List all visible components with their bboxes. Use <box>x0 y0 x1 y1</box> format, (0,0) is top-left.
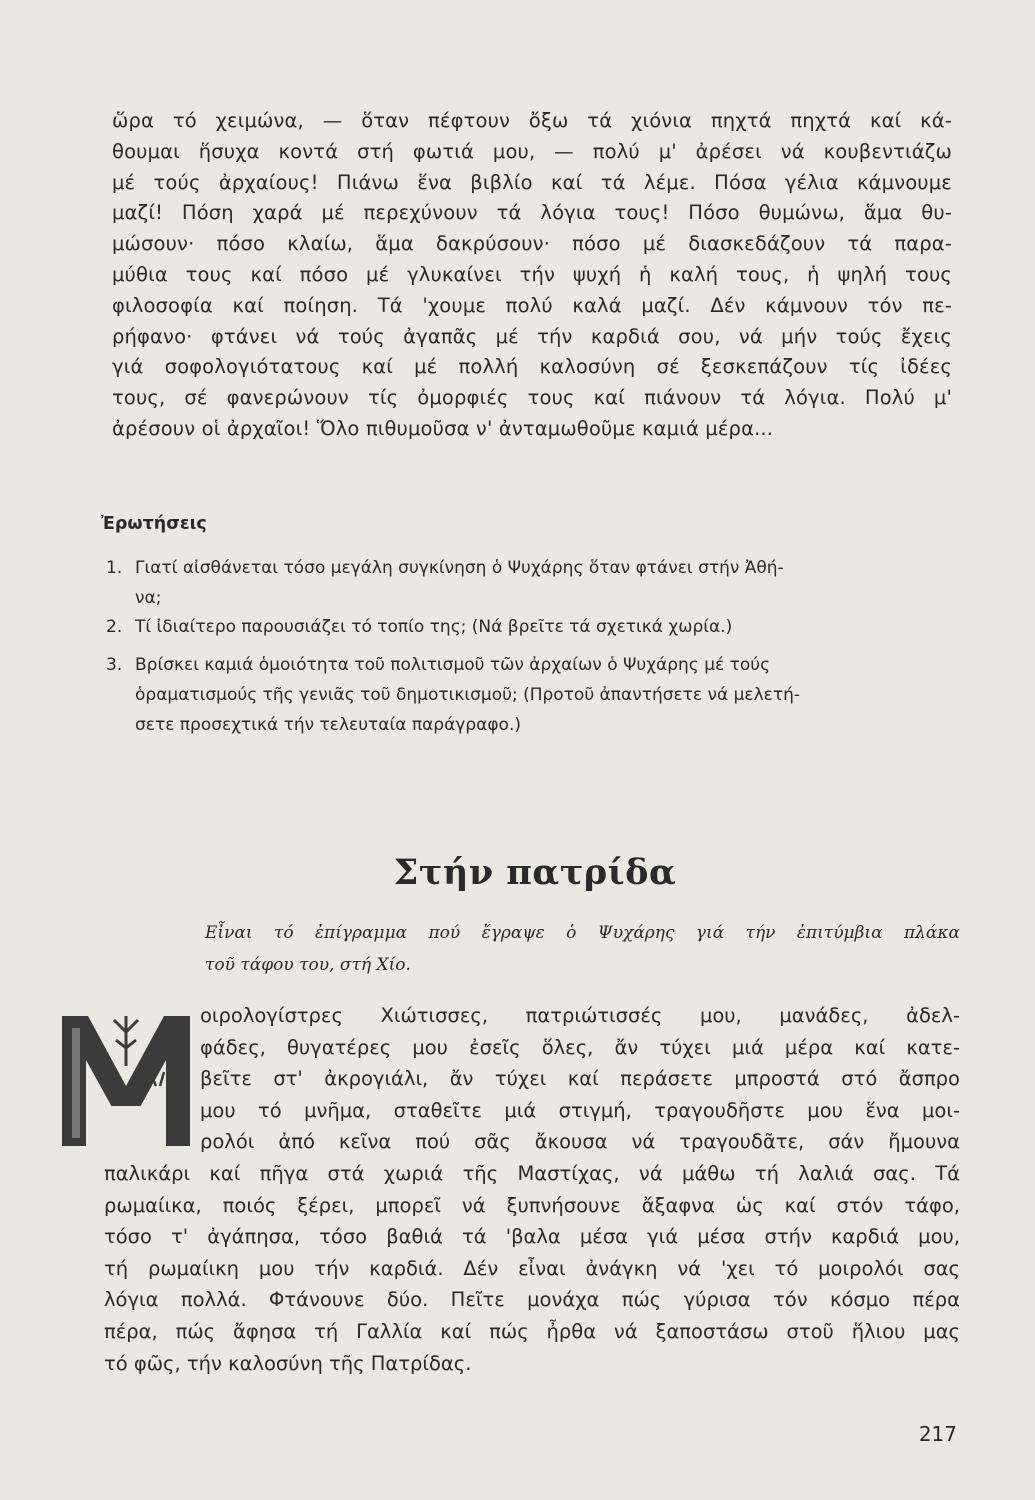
passage-line: γιά σοφολογιότατους καί μέ πολλή καλοσύνη σέ ξεσκεπάζουν τίς ἰδέες <box>112 355 952 379</box>
poem-line: τό φῶς, τήν καλοσύνη τῆς Πατρίδας. <box>104 1351 472 1375</box>
poem-line: πέρα, πώς ἄφησα τή Γαλλία καί πώς ἦρθα νά ξαποστάσω στοῦ ἥλιου μας <box>104 1319 960 1343</box>
question-text-line: ὁραματισμούς τῆς γενιᾶς τοῦ δημοτικισμοῦ; (Προτοῦ ἀπαντήσετε νά μελετή- <box>135 685 801 705</box>
questions-heading: Ἐρωτήσεις <box>101 514 207 534</box>
passage-line: μέ τούς ἀρχαίους! Πιάνω ἕνα βιβλίο καί τά λέμε. Πόσα γέλια κάμνουμε <box>112 170 952 194</box>
passage-line: ὥρα τό χειμώνα, — ὅταν πέφτουν ὄξω τά χιόνια πηχτά πηχτά καί κά- <box>112 109 952 132</box>
question-number: 3. <box>106 655 123 675</box>
poem-intro <box>205 917 960 981</box>
poem-line: βεῖτε στ' ἀκρογιάλι, ἄν τύχει καί περάσετε μπροστά στό ἄσπρο <box>200 1067 960 1091</box>
question-text-line: σετε προσεχτικά τήν τελευταία παράγραφο.) <box>135 715 521 735</box>
question-item <box>106 612 732 642</box>
poem-line: ρολόι ἀπό κεῖνα πού σᾶς ἄκουσα νά τραγουδᾶτε, σάν ἤμουνα <box>200 1130 960 1154</box>
intro-line: τοῦ τάφου του, στή Χίο. <box>205 955 411 975</box>
question-text-line: να; <box>135 588 162 608</box>
poem-line: φάδες, θυγατέρες μου ἐσεῖς ὅλες, ἄν τύχει μιά μέρα καί κατε- <box>200 1035 960 1059</box>
poem-line: λόγια πολλά. Φτάνουνε δύο. Πεῖτε μονάχα πώς γύρισα τόν κόσμο πέρα <box>104 1288 960 1312</box>
question-number: 1. <box>106 558 123 578</box>
question-item <box>106 650 800 740</box>
passage-line: ἀρέσουν οἱ ἀρχαῖοι! Ὅλο πιθυμοῦσα ν' ἀνταμωθοῦμε καμιά μέρα... <box>112 416 774 440</box>
passage-line: μώσουν· πόσο κλαίω, ἅμα δακρύσουν· πόσο μέ διασκεδάζουν τά παρα- <box>112 232 952 256</box>
poem-line: τόσο τ' ἀγάπησα, τόσο βαθιά τά 'βαλα μέσα γιά μέσα στήν καρδιά μου, <box>104 1225 960 1249</box>
passage-line: φιλοσοφία καί ποίηση. Τά 'χουμε πολύ καλά μαζί. Δέν κάμνουν τόν πε- <box>112 293 952 317</box>
intro-line: Εἶναι τό ἐπίγραμμα πού ἔγραψε ὁ Ψυχάρης γιά τήν ἐπιτύμβια πλάκα <box>205 923 960 943</box>
poem-line: οιρολογίστρες Χιώτισσες, πατριώτισσές μου, μανάδες, ἀδελ- <box>200 1004 960 1027</box>
passage-line: τους, σέ φανερώνουν τίς ὀμορφιές τους καί πιάνουν τά λόγια. Πολύ μ' <box>112 386 952 410</box>
poem-title: Στήν πατρίδα <box>393 852 677 893</box>
passage-line: ρήφανο· φτάνει νά τούς ἀγαπᾶς μέ τήν καρδιά σου, νά μήν τούς ἔχεις <box>112 324 952 348</box>
passage-line: μύθια τους καί πόσο μέ γλυκαίνει τήν ψυχή ἡ καλή τους, ἡ ψηλή τους <box>112 262 952 286</box>
question-item <box>106 553 784 613</box>
prose-passage <box>112 106 952 445</box>
passage-line: θουμαι ἥσυχα κοντά στή φωτιά μου, — πολύ μ' ἀρέσει νά κουβεντιάζω <box>112 139 952 163</box>
page-number: 217 <box>918 1422 957 1446</box>
passage-line: μαζί! Πόση χαρά μέ περεχύνουν τά λόγια τους! Πόσο θυμώνω, ἅμα θυ- <box>112 201 952 225</box>
poem-line: παλικάρι καί πῆγα στά χωριά τῆς Μαστίχας, νά μάθω τή λαλιά σας. Τά <box>104 1161 960 1185</box>
question-text-line: Βρίσκει καμιά ὁμοιότητα τοῦ πολιτισμοῦ τῶν ἀρχαίων ὁ Ψυχάρης μέ τούς <box>135 655 771 675</box>
question-text-line: Τί ἰδιαίτερο παρουσιάζει τό τοπίο της; (Νά βρεῖτε τά σχετικά χωρία.) <box>135 617 733 637</box>
poem-line: ρωμαίικα, ποιός ξέρει, μπορεῖ νά ξυπνήσουνε ἄξαφνα ὡς καί στόν τάφο, <box>104 1193 960 1217</box>
question-number: 2. <box>106 617 123 637</box>
poem-line: μου τό μνῆμα, σταθεῖτε μιά στιγμή, τραγουδῆστε μου ἕνα μοι- <box>200 1098 960 1122</box>
poem-body <box>104 1000 960 1379</box>
question-text-line: Γιατί αἰσθάνεται τόσο μεγάλη συγκίνηση ὁ Ψυχάρης ὅταν φτάνει στήν Ἀθή- <box>135 558 784 578</box>
poem-line: τή ρωμαίικη μου τήν καρδιά. Δέν εἶναι ἀνάγκη νά 'χει τό μοιρολόι σας <box>104 1256 960 1280</box>
